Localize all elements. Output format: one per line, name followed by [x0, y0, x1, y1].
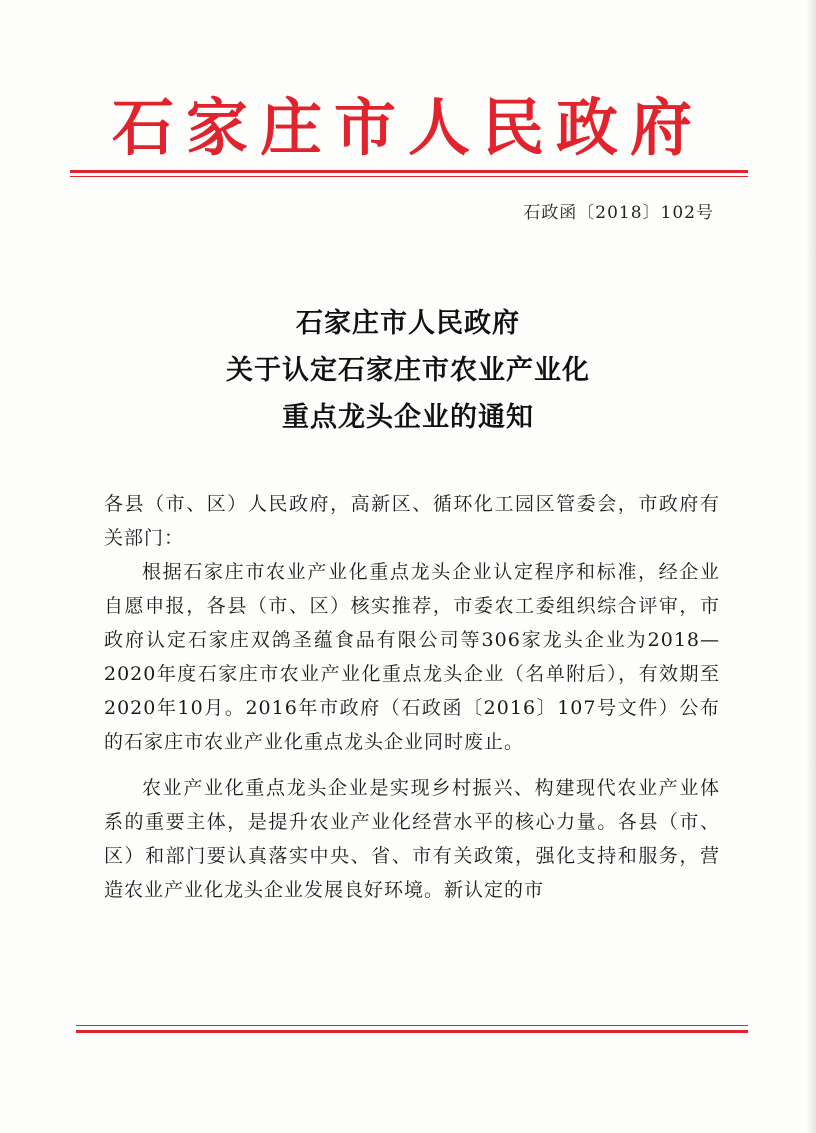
title-line-1: 石家庄市人民政府: [296, 308, 520, 339]
document-title: [0, 300, 816, 441]
document-number: 石政函〔2018〕102号: [523, 203, 714, 223]
footer-rule-thin: [76, 1025, 748, 1026]
masthead-title: 石家庄市人民政府: [111, 91, 704, 164]
title-line-3: 重点龙头企业的通知: [282, 402, 534, 433]
paragraph-2: 农业产业化重点龙头企业是实现乡村振兴、构建现代农业产业体系的重要主体，是提升农业产业化经营水平的核心力量。各县（市、区）和部门要认真落实中央、省、市有关政策，强化支持和服务，营造农业产业化龙头企业发展良好环境。新认定的市: [104, 777, 720, 901]
paragraph-1: 根据石家庄市农业产业化重点龙头企业认定程序和标准，经企业自愿申报，各县（市、区）核实推荐，市委农工委组织综合评审，市政府认定石家庄双鸽圣蕴食品有限公司等306家龙头企业为2018—2020年度石家庄市农业产业化重点龙头企业（名单附后），有效期至2020年10月。2016年市政府（石政函〔2016〕107号文件）公布的石家庄市农业产业化重点龙头企业同时废止。: [104, 561, 720, 753]
title-line-2: 关于认定石家庄市农业产业化: [226, 355, 590, 386]
salutation: 各县（市、区）人民政府，高新区、循环化工园区管委会，市政府有关部门：: [104, 493, 720, 549]
page-edge-shadow: [806, 0, 816, 1133]
masthead-rule-thin: [70, 176, 748, 177]
document-body: [104, 487, 720, 907]
masthead-rule-thick: [70, 170, 748, 173]
footer-rule-thick: [76, 1030, 748, 1033]
